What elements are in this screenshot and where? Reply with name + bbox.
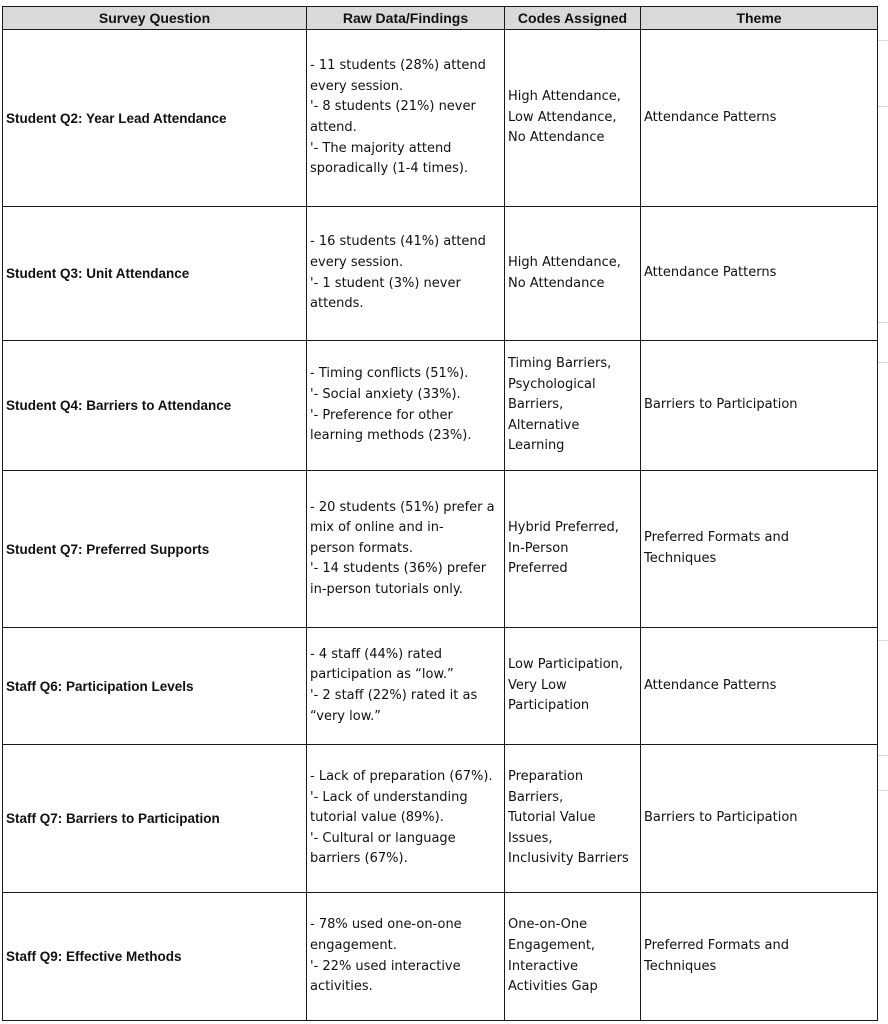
code-line: High Attendance,: [508, 254, 621, 270]
code-line: Hybrid Preferred,: [508, 520, 619, 536]
finding-line: learning methods (23%).: [310, 428, 472, 444]
gridline: [878, 322, 888, 323]
theme-line: Preferred Formats and: [644, 530, 789, 546]
cell-theme[interactable]: [641, 207, 878, 341]
cell-theme[interactable]: [641, 471, 878, 628]
table-row: [3, 341, 878, 471]
cell-survey-question[interactable]: [3, 745, 307, 893]
finding-line: - 16 students (41%) attend: [310, 234, 486, 250]
finding-line: '- 22% used interactive: [310, 958, 461, 974]
finding-line: '- 1 student (3%) never: [310, 275, 461, 291]
cell-survey-question[interactable]: [3, 207, 307, 341]
cell-raw-data-findings[interactable]: [307, 30, 505, 207]
finding-line: in-person tutorials only.: [310, 581, 463, 597]
question-text: Student Q3: Unit Attendance: [6, 266, 190, 281]
cell-raw-data-findings[interactable]: [307, 207, 505, 341]
header-survey-question[interactable]: Survey Question: [3, 7, 307, 30]
finding-line: - 78% used one-on-one: [310, 917, 462, 933]
theme-line: Attendance Patterns: [644, 677, 777, 693]
header-raw-data-findings[interactable]: Raw Data/Findings: [307, 7, 505, 30]
finding-line: engagement.: [310, 937, 397, 953]
gridline: [878, 640, 888, 641]
question-text: Student Q2: Year Lead Attendance: [6, 110, 227, 126]
gridline: [878, 106, 888, 107]
theme-line: Preferred Formats and: [644, 937, 789, 953]
finding-line: '- Preference for other: [310, 407, 453, 423]
table-row: [3, 628, 878, 745]
gridline: [878, 362, 888, 363]
cell-raw-data-findings[interactable]: [307, 628, 505, 745]
code-line: Learning: [508, 438, 565, 454]
cell-theme[interactable]: [641, 341, 878, 471]
gridline: [878, 790, 888, 791]
cell-survey-question[interactable]: [3, 893, 307, 1021]
finding-line: - 20 students (51%) prefer a: [310, 499, 495, 515]
finding-line: attends.: [310, 296, 364, 312]
finding-line: “very low.”: [310, 708, 382, 724]
code-line: Preferred: [508, 561, 568, 577]
cell-theme[interactable]: [641, 30, 878, 207]
code-line: Barriers,: [508, 397, 564, 413]
code-line: Alternative: [508, 417, 580, 433]
cell-codes-assigned[interactable]: [505, 207, 641, 341]
code-line: No Attendance: [508, 130, 605, 146]
theme-line: Barriers to Participation: [644, 397, 798, 413]
cell-codes-assigned[interactable]: [505, 628, 641, 745]
cell-codes-assigned[interactable]: [505, 745, 641, 893]
code-line: Issues,: [508, 830, 553, 846]
cell-survey-question[interactable]: [3, 341, 307, 471]
finding-line: '- 14 students (36%) prefer: [310, 561, 487, 577]
finding-line: '- The majority attend: [310, 140, 452, 156]
gridline: [878, 40, 888, 41]
finding-line: '- Cultural or language: [310, 830, 456, 846]
finding-line: '- 8 students (21%) never: [310, 99, 476, 115]
table-row: [3, 893, 878, 1021]
cell-raw-data-findings[interactable]: [307, 893, 505, 1021]
finding-line: attend.: [310, 120, 357, 135]
cell-survey-question[interactable]: [3, 471, 307, 628]
code-line: Preparation: [508, 769, 584, 785]
table-row: [3, 471, 878, 628]
survey-table: [2, 6, 878, 1021]
code-line: Inclusivity Barriers: [508, 851, 629, 867]
code-line: Activities Gap: [508, 979, 598, 995]
finding-line: activities.: [310, 979, 373, 995]
finding-line: tutorial value (89%).: [310, 810, 444, 826]
table-row: [3, 207, 878, 341]
cell-codes-assigned[interactable]: [505, 341, 641, 471]
cell-codes-assigned[interactable]: [505, 30, 641, 207]
question-text: Staff Q7: Barriers to Participation: [6, 811, 220, 826]
cell-raw-data-findings[interactable]: [307, 471, 505, 628]
finding-line: - 4 staff (44%) rated: [310, 646, 442, 662]
cell-survey-question[interactable]: [3, 628, 307, 745]
finding-line: '- 2 staff (22%) rated it as: [310, 688, 478, 703]
finding-line: person formats.: [310, 540, 413, 556]
finding-line: mix of online and in-: [310, 520, 444, 536]
code-line: No Attendance: [508, 275, 605, 291]
code-line: Low Attendance,: [508, 109, 617, 125]
finding-line: - Timing conflicts (51%).: [310, 366, 469, 382]
question-text: Student Q4: Barriers to Attendance: [6, 398, 232, 413]
code-line: Psychological: [508, 376, 596, 392]
question-text: Staff Q9: Effective Methods: [6, 949, 182, 964]
cell-raw-data-findings[interactable]: [307, 341, 505, 471]
finding-line: every session.: [310, 78, 404, 94]
theme-line: Techniques: [644, 551, 717, 566]
finding-line: '- Lack of understanding: [310, 789, 468, 805]
header-row: [3, 7, 878, 30]
gridline: [878, 755, 888, 756]
finding-line: every session.: [310, 254, 404, 270]
header-theme[interactable]: Theme: [641, 7, 878, 30]
theme-line: Barriers to Participation: [644, 810, 798, 826]
code-line: One-on-One: [508, 917, 588, 933]
cell-codes-assigned[interactable]: [505, 893, 641, 1021]
code-line: Participation: [508, 698, 590, 714]
question-text: Staff Q6: Participation Levels: [6, 678, 194, 694]
cell-raw-data-findings[interactable]: [307, 745, 505, 893]
cell-theme[interactable]: [641, 745, 878, 893]
code-line: Timing Barriers,: [508, 356, 612, 372]
code-line: Interactive: [508, 958, 579, 974]
cell-codes-assigned[interactable]: [505, 471, 641, 628]
question-text: Student Q7: Preferred Supports: [6, 541, 210, 557]
code-line: Barriers,: [508, 789, 564, 805]
header-codes-assigned[interactable]: Codes Assigned: [505, 7, 641, 30]
cell-theme[interactable]: [641, 893, 878, 1021]
theme-line: Techniques: [644, 958, 717, 974]
finding-line: - Lack of preparation (67%).: [310, 769, 493, 785]
finding-line: '- Social anxiety (33%).: [310, 386, 461, 402]
cell-theme[interactable]: [641, 628, 878, 745]
finding-line: sporadically (1-4 times).: [310, 161, 469, 177]
finding-line: barriers (67%).: [310, 851, 408, 867]
theme-line: Attendance Patterns: [644, 109, 777, 125]
code-line: In-Person: [508, 540, 569, 556]
code-line: Low Participation,: [508, 657, 624, 673]
code-line: Tutorial Value: [508, 810, 596, 826]
theme-line: Attendance Patterns: [644, 265, 777, 281]
code-line: Very Low: [508, 677, 567, 693]
finding-line: - 11 students (28%) attend: [310, 58, 486, 74]
code-line: High Attendance,: [508, 89, 621, 105]
table-row: [3, 30, 878, 207]
table-row: [3, 745, 878, 893]
code-line: Engagement,: [508, 937, 596, 953]
finding-line: participation as “low.”: [310, 667, 454, 683]
cell-survey-question[interactable]: [3, 30, 307, 207]
